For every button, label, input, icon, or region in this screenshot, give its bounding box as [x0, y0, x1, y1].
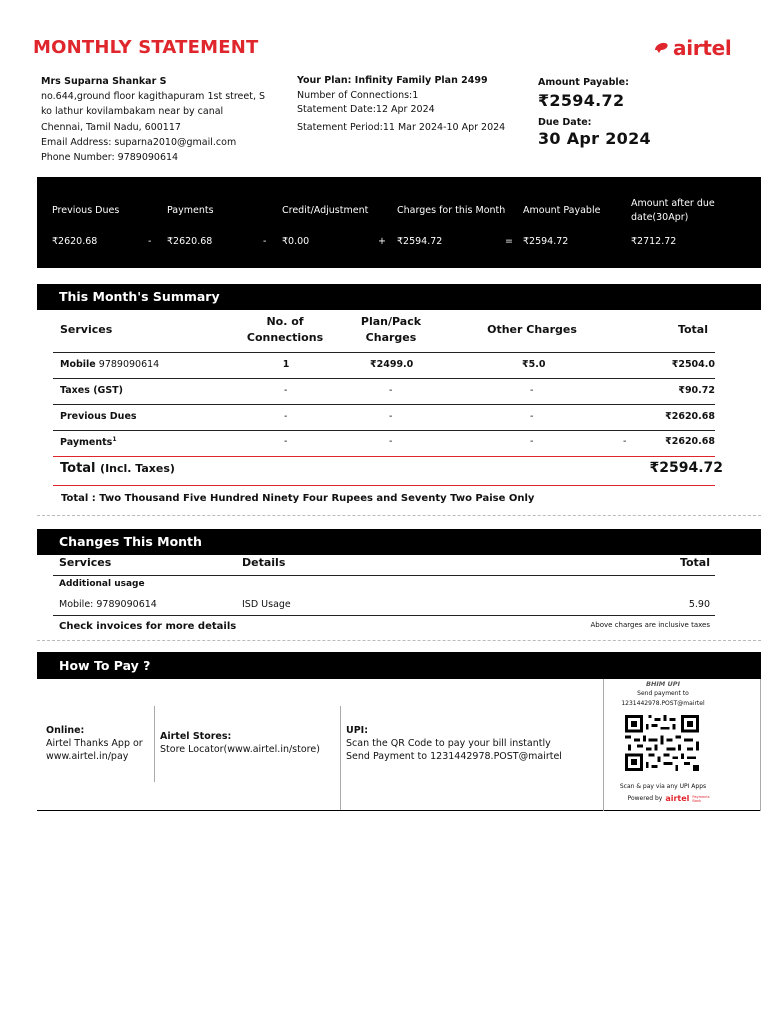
howtopay-section-bar: How To Pay ? — [37, 652, 761, 679]
qr-vpa: 1231442978.POST@mairtel — [621, 700, 705, 707]
summary-row-divider — [53, 430, 715, 431]
summary-row-prevdues-plan: - — [389, 411, 393, 422]
changes-section-label: Additional usage — [59, 579, 145, 589]
summary-row-prevdues-service: Previous Dues — [60, 411, 137, 422]
summary-row-payments-service: Payments$^1$ — [60, 436, 117, 449]
airtel-logo — [652, 36, 731, 60]
dues-operator-equals: = — [505, 236, 513, 247]
summary-row-taxes-total: ₹90.72 — [678, 385, 715, 396]
section-separator — [37, 640, 761, 641]
dues-value-credit: ₹0.00 — [282, 236, 310, 247]
dues-header-amount-payable: Amount Payable — [523, 205, 601, 216]
store-locator-link[interactable]: Store Locator(www.airtel.in/store) — [160, 744, 320, 755]
summary-row-divider — [53, 378, 715, 379]
summary-row-payments-total: ₹2620.68 — [665, 436, 715, 447]
statement-title: MONTHLY STATEMENT — [33, 37, 259, 58]
summary-header-divider — [53, 352, 715, 353]
dues-operator-minus-2: - — [263, 236, 267, 247]
airtel-swirl-icon — [652, 40, 670, 56]
changes-col-services: Services — [59, 556, 112, 569]
dues-value-after-due: ₹2712.72 — [631, 236, 677, 247]
changes-row-total: 5.90 — [688, 599, 710, 610]
section-separator — [37, 515, 761, 516]
customer-name: Mrs Suparna Shankar S — [41, 76, 167, 87]
plan-details — [297, 74, 527, 135]
summary-row-mobile-total: ₹2504.0 — [671, 359, 715, 370]
powered-by-airtel: Powered by airtel Payments Bank — [627, 794, 710, 803]
changes-col-total: Total — [679, 556, 710, 569]
summary-row-taxes-other: - — [530, 385, 534, 396]
summary-section-bar: This Month's Summary — [37, 284, 761, 310]
address-line-1: no.644,ground floor kagithapuram 1st street, S — [41, 91, 266, 103]
summary-total-value: ₹2594.72 — [649, 460, 723, 476]
pay-divider — [154, 706, 155, 782]
due-date-value: 30 Apr 2024 — [538, 129, 651, 148]
pay-divider — [340, 706, 341, 810]
customer-phone: Phone Number: 9789090614 — [41, 152, 179, 164]
address-line-2: ko lathur kovilambakam near by canal — [41, 106, 224, 118]
dues-value-charges: ₹2594.72 — [397, 236, 443, 247]
summary-row-taxes-service: Taxes (GST) — [60, 385, 124, 396]
qr-scan-note: Scan & pay via any UPI Apps — [619, 783, 707, 790]
upi-title: UPI: — [346, 725, 369, 736]
amount-payable-block — [538, 77, 738, 148]
changes-header-divider — [53, 575, 715, 576]
address-line-3: Chennai, Tamil Nadu, 600117 — [41, 121, 181, 133]
summary-row-taxes-connections: - — [284, 385, 288, 396]
statement-date: Statement Date:12 Apr 2024 — [297, 104, 435, 116]
summary-row-mobile-service: Mobile 9789090614 — [60, 359, 160, 370]
inclusive-taxes-note: Above charges are inclusive taxes — [590, 621, 710, 629]
plan-name: Your Plan: Infinity Family Plan 2499 — [297, 75, 488, 86]
check-invoices-note: Check invoices for more details — [59, 621, 237, 632]
dues-header-after-due: Amount after due date(30Apr) — [631, 198, 715, 223]
dues-header-credit: Credit/Adjustment — [282, 205, 369, 216]
connection-count: Number of Connections:1 — [297, 89, 419, 101]
summary-row-payments-other: - — [530, 436, 534, 447]
changes-col-details: Details — [242, 556, 286, 569]
customer-email: Email Address: suparna2010@gmail.com — [41, 136, 237, 148]
changes-row-service: Mobile: 9789090614 — [59, 599, 157, 610]
bhim-upi-logo: BHIM UPI — [645, 680, 680, 688]
upi-line-2: Send Payment to 1231442978.POST@mairtel — [346, 751, 562, 762]
summary-row-prevdues-total: ₹2620.68 — [665, 411, 715, 422]
total-in-words: Total : Two Thousand Five Hundred Ninety Four Rupees and Seventy Two Paise Only — [61, 493, 535, 504]
dues-value-amount-payable: ₹2594.72 — [523, 236, 569, 247]
dues-header-payments: Payments — [167, 205, 214, 216]
summary-col-services: Services — [60, 323, 113, 336]
changes-row-detail: ISD Usage — [242, 599, 291, 610]
summary-row-divider — [53, 404, 715, 405]
qr-send-to: Send payment to — [637, 690, 689, 697]
summary-row-mobile-connections: 1 — [282, 359, 290, 370]
summary-row-taxes-plan: - — [389, 385, 393, 396]
summary-row-payments-plan: - — [389, 436, 393, 447]
summary-row-mobile-plan: ₹2499.0 — [370, 359, 414, 370]
upi-line-1: Scan the QR Code to pay your bill instantly — [346, 738, 551, 749]
dues-value-previous: ₹2620.68 — [52, 236, 98, 247]
summary-col-plan-charges: Plan/Pack Charges — [360, 315, 422, 344]
changes-section-bar: Changes This Month — [37, 529, 761, 555]
upi-qr-code[interactable] — [625, 715, 699, 771]
amount-payable-value: ₹2594.72 — [538, 91, 625, 110]
summary-total-bottom-divider — [53, 485, 715, 486]
summary-row-mobile-other: ₹5.0 — [522, 359, 546, 370]
summary-row-prevdues-connections: - — [284, 411, 288, 422]
summary-total-divider — [53, 456, 715, 457]
summary-total-label: Total (Incl. Taxes) — [60, 461, 175, 476]
dues-header-previous: Previous Dues — [52, 205, 120, 216]
summary-row-prevdues-other: - — [530, 411, 534, 422]
summary-col-connections: No. of Connections — [246, 315, 324, 344]
customer-details — [41, 74, 276, 165]
summary-row-payments-minus: - — [623, 436, 627, 447]
airtel-logo-text: airtel — [673, 36, 732, 60]
online-title: Online: — [46, 725, 85, 736]
due-date-label: Due Date: — [538, 117, 592, 128]
online-line-1: Airtel Thanks App or — [46, 738, 143, 749]
dues-header-charges: Charges for this Month — [397, 205, 506, 216]
summary-row-payments-connections: - — [284, 436, 288, 447]
online-pay-link[interactable]: www.airtel.in/pay — [46, 751, 129, 762]
dues-value-payments: ₹2620.68 — [167, 236, 213, 247]
summary-col-other-charges: Other Charges — [487, 323, 577, 336]
dues-operator-plus: + — [378, 236, 386, 247]
summary-col-total: Total — [677, 323, 708, 336]
statement-period: Statement Period:11 Mar 2024-10 Apr 2024 — [297, 121, 506, 133]
stores-title: Airtel Stores: — [160, 731, 232, 742]
amount-payable-label: Amount Payable: — [538, 77, 629, 88]
dues-operator-minus-1: - — [148, 236, 152, 247]
changes-row-divider — [53, 615, 715, 616]
dues-summary-box — [37, 177, 761, 268]
